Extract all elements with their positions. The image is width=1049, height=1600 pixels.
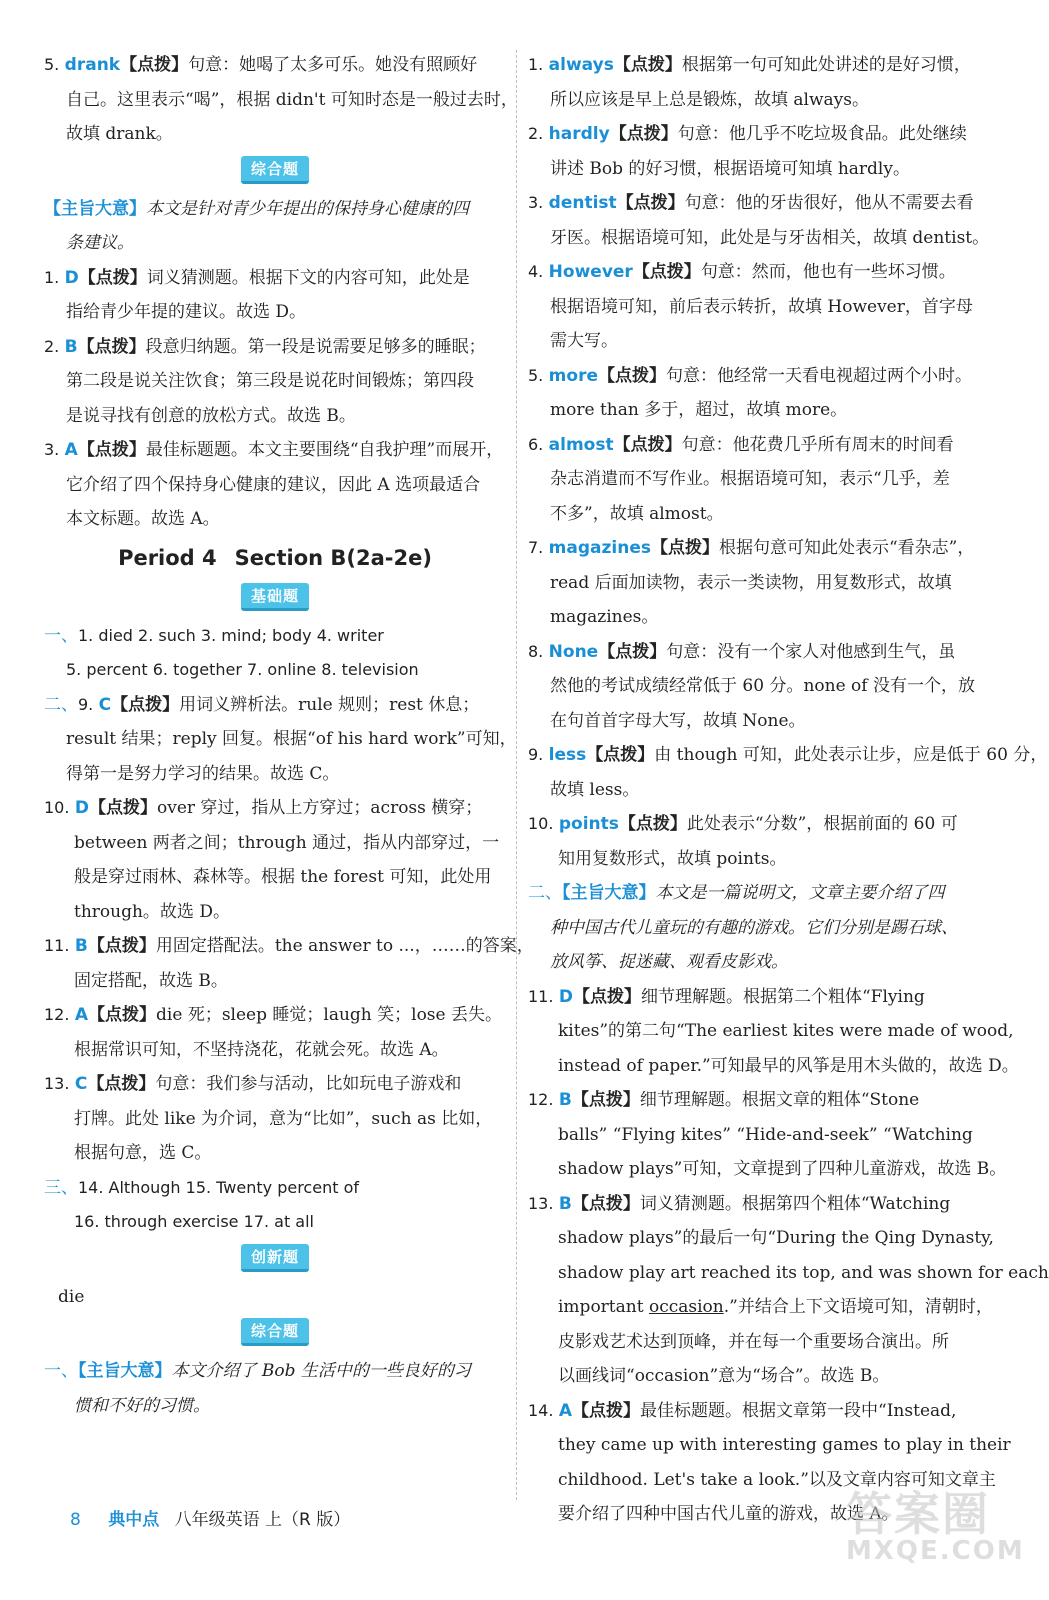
answer-item: 8. None【点拨】句意：没有一个家人对他感到生气，虽 然他的考试成绩经常低于 60 分。none of 没有一个，放 在句首首字母大写，故填 None。 xyxy=(528,641,975,731)
period-heading: Period 4 Section B(2a-2e) xyxy=(118,545,432,570)
answer-item: 2. B【点拨】段意归纳题。第一段是说需要足够多的睡眠； 第二段是说关注饮食；第三段是说花时间锻炼；第四段 是说寻找有创意的放松方式。故选 B。 xyxy=(44,336,486,426)
answer-item: 12. A【点拨】die 死；sleep 睡觉；laugh 笑；lose 丢失。 根据常识可知，不坚持浇花，花就会死。故选 A。 xyxy=(44,1005,502,1060)
answer-item: 5. drank【点拨】句意：她喝了太多可乐。她没有照顾好 自己。这里表示“喝”，根据 didn't 可知时态是一般过去时， 故填 drank。 xyxy=(44,55,518,144)
answer-group: 一、1. died 2. such 3. mind; body 4. writer 5. percent 6. together 7. online 8. television xyxy=(44,625,419,679)
answer-item: 9. less【点拨】由 though 可知，此处表示让步，应是低于 60 分， 故填 less。 xyxy=(528,745,1048,800)
answer-item: 6. almost【点拨】句意：他花费几乎所有周末的时间看 杂志消遣而不写作业。根据语境可知，表示“几乎，差 不多”，故填 almost。 xyxy=(528,434,954,524)
main-idea: 【主旨大意】本文是针对青少年提出的保持身心健康的四 条建议。 xyxy=(44,198,469,253)
answer-item: 1. D【点拨】词义猜测题。根据下文的内容可知，此处是 指给青少年提的建议。故选 D。 xyxy=(44,267,470,322)
answer-item: 10. points【点拨】此处表示“分数”，根据前面的 60 可 知用复数形式，故填 points。 xyxy=(528,814,958,869)
section-banner: 基础题 xyxy=(241,583,309,611)
answer-group: 三、14. Although 15. Twenty percent of 16. through exercise 17. at all xyxy=(44,1177,359,1231)
brand-logo: 典中点 xyxy=(108,1510,160,1530)
answer-item: 4. However【点拨】句意：然而，他也有一些坏习惯。 根据语境可知，前后表示转折，故填 However，首字母 需大写。 xyxy=(528,262,973,351)
column-divider xyxy=(516,50,517,1500)
section-banner: 综合题 xyxy=(241,1318,309,1346)
answer-item: 7. magazines【点拨】根据句意可知此处表示“看杂志”， read 后面加读物，表示一类读物，用复数形式，故填 magazines。 xyxy=(528,538,975,627)
underlined-word: occasion xyxy=(648,1297,724,1317)
answer-item: 3. A【点拨】最佳标题题。本文主要围绕“自我护理”而展开， 它介绍了四个保持身心健康的建议，因此 A 选项最适合 本文标题。故选 A。 xyxy=(44,440,504,529)
watermark: 答案圈 MXQE.COM xyxy=(846,1487,1025,1566)
main-idea: 二、【主旨大意】本文是一篇说明文，文章主要介绍了四 种中国古代儿童玩的有趣的游戏。它们分别是踢石球、 放风筝、捉迷藏、观看皮影戏。 xyxy=(528,883,958,972)
answer-item: 13. C【点拨】句意：我们参与活动，比如玩电子游戏和 打牌。此处 like 为介词，意为“比如”，such as 比如， 根据句意，选 C。 xyxy=(44,1074,493,1163)
answer-item: 11. D【点拨】细节理解题。根据第二个粗体“Flying kites”的第二句“The earliest kites were made of wood, instead of paper.”可知最早的风筝是用木头做的，故选 D。 xyxy=(528,986,1019,1076)
book-title: 八年级英语 上（R 版） xyxy=(174,1510,351,1530)
answer-item: 1. always【点拨】根据第一句可知此处讲述的是好习惯， 所以应该是早上总是锻炼，故填 always。 xyxy=(528,55,971,110)
section-banner: 综合题 xyxy=(241,156,309,184)
answer-item: 5. more【点拨】句意：他经常一天看电视超过两个小时。 more than 多于，超过，故填 more。 xyxy=(528,365,972,420)
answer-item: 二、9. C【点拨】用词义辨析法。rule 规则；rest 休息； result 结果；reply 回复。根据“of his hard work”可知， 得第一是努力学习的结果。故选 C。 xyxy=(44,694,517,784)
innovation-answer: die xyxy=(58,1286,85,1307)
page-number: 8 xyxy=(70,1510,81,1530)
answer-item: 2. hardly【点拨】句意：他几乎不吃垃圾食品。此处继续 讲述 Bob 的好习惯，根据语境可知填 hardly。 xyxy=(528,124,967,179)
answer-item: 10. D【点拨】over 穿过，指从上方穿过；across 横穿； between 两者之间；through 通过，指从内部穿过，一 般是穿过雨林、森林等。根据 the forest 可知，此处用 through。故选 D。 xyxy=(44,798,500,922)
answer-item: 12. B【点拨】细节理解题。根据文章的粗体“Stone balls” “Flying kites” “Hide-and-seek” “Watching shadow plays”可知，文章提到了四种儿童游戏，故选 B。 xyxy=(528,1090,1007,1179)
answer-item: 3. dentist【点拨】句意：他的牙齿很好，他从不需要去看 牙医。根据语境可知，此处是与牙齿相关，故填 dentist。 xyxy=(528,193,990,248)
answer-item: 13. B【点拨】词义猜测题。根据第四个粗体“Watching shadow plays”的最后一句“During the Qing Dynasty, shadow play art reached its top, and was shown for each important occasion.”并结合上下文语境可知，清朝时， 皮影戏艺术达到顶峰，并在每一个重要场合演出。所 以画线词“occasion”意为“场合”。故选 B。 xyxy=(528,1193,1049,1386)
page-footer xyxy=(70,1503,350,1537)
answer-item: 11. B【点拨】用固定搭配法。the answer to ...，……的答案， 固定搭配，故选 B。 xyxy=(44,936,534,991)
left-column xyxy=(44,48,534,1423)
main-idea: 一、【主旨大意】本文介绍了 Bob 生活中的一些良好的习 惯和不好的习惯。 xyxy=(44,1361,471,1416)
section-banner: 创新题 xyxy=(241,1244,309,1272)
answer-item: 14. A【点拨】最佳标题题。根据文章第一段中“Instead, they came up with interesting games to play in their childhood. Let's take a look.”以及文章内容可知文章主 要介绍了四种中国古代儿童的游戏，故选 A。 xyxy=(528,1400,1011,1524)
answer-key: drank xyxy=(64,55,121,75)
